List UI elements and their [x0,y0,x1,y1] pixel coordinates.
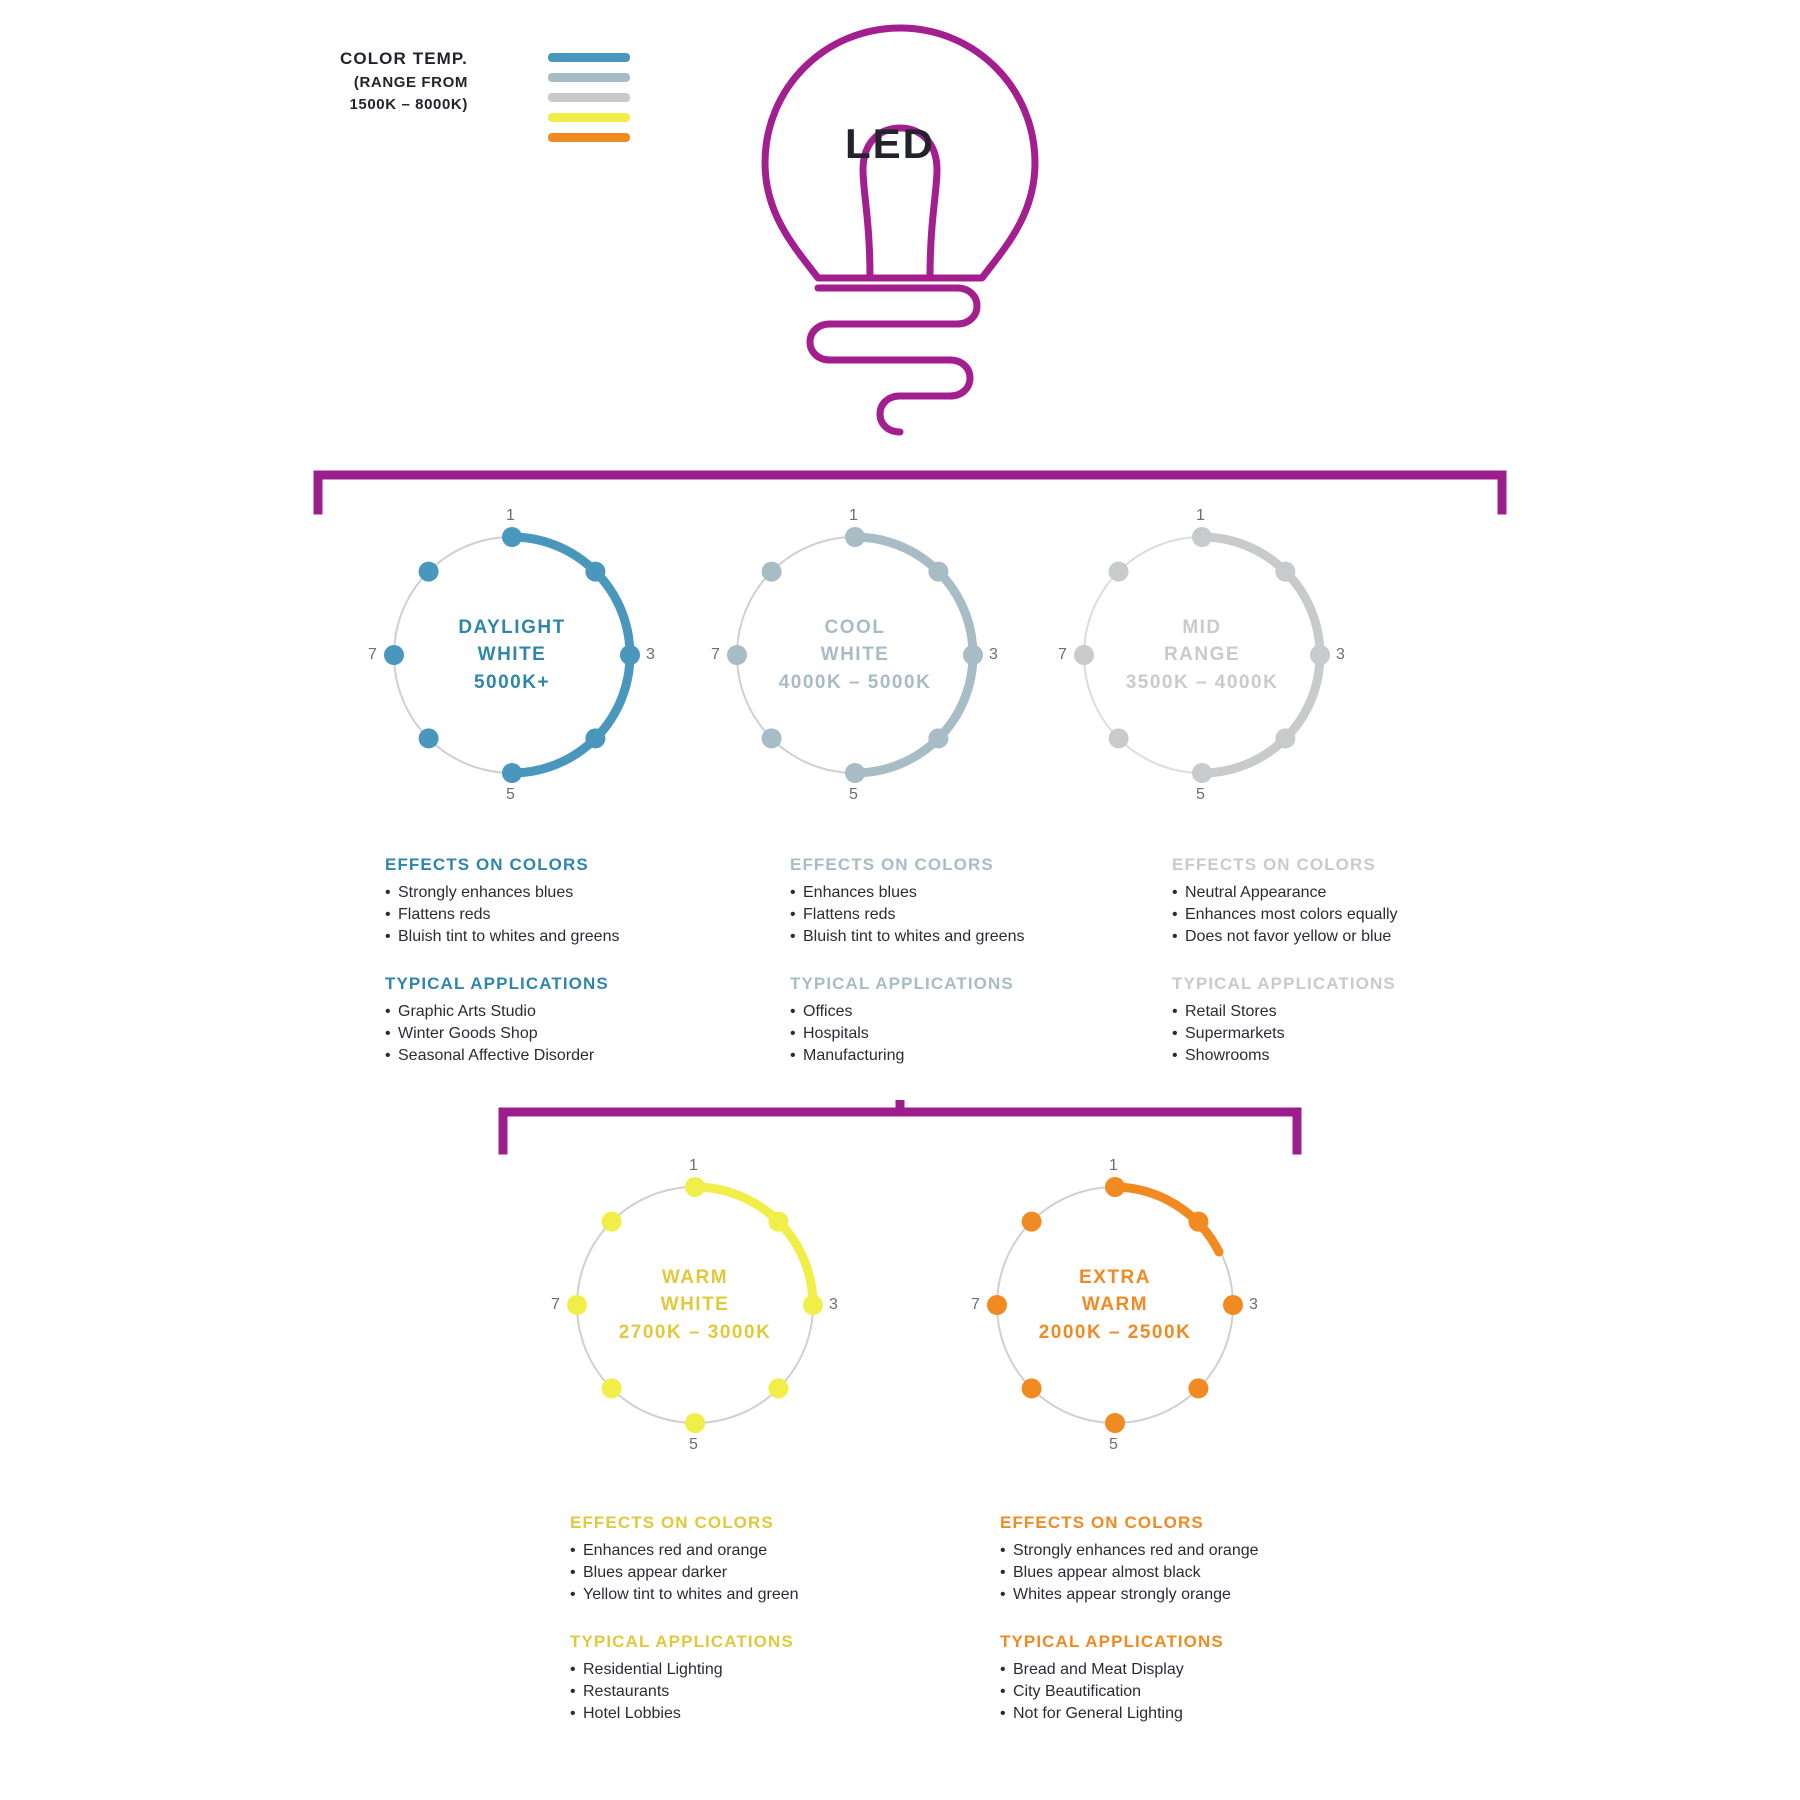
effects-list [790,882,1110,948]
dial-daylight-white [362,505,662,805]
led-bulb-illustration [735,20,1065,475]
dial-title-line1: MID [1182,616,1222,638]
dial-tick-1: 1 [1196,507,1205,524]
dial-tick-5: 5 [1109,1436,1118,1453]
connector-bottom [495,1100,1305,1160]
list-item: • Seasonal Affective Disorder [385,1045,705,1067]
list-item: • Strongly enhances blues [385,882,705,904]
legend-swatch-warm-white [548,113,630,122]
dial-tick-7: 7 [1058,646,1067,663]
list-item: • Manufacturing [790,1045,1110,1067]
dial-tick-3: 3 [1249,1296,1258,1313]
dial-tick-5: 5 [1196,786,1205,803]
list-item: • Residential Lighting [570,1659,890,1681]
dial-tick-1: 1 [506,507,515,524]
list-item: • Flattens reds [790,904,1110,926]
dial-label-extra-warm [965,1155,1265,1455]
legend-subtitle-line1: (RANGE FROM [353,73,468,91]
dial-title-line1: DAYLIGHT [458,616,566,638]
dial-tick-5: 5 [849,786,858,803]
info-mid-range [1172,855,1492,1093]
list-item: • Showrooms [1172,1045,1492,1067]
dial-tick-5: 5 [689,1436,698,1453]
applications-list [790,1001,1110,1067]
legend-subtitle-line2: 1500K – 8000K) [349,96,468,114]
list-item: • City Beautification [1000,1681,1360,1703]
list-item: • Offices [790,1001,1110,1023]
applications-list [1172,1001,1492,1067]
list-item: • Not for General Lighting [1000,1703,1360,1725]
effects-list [570,1540,890,1606]
effects-list [385,882,705,948]
applications-list [385,1001,705,1067]
list-item: • Does not favor yellow or blue [1172,926,1492,948]
dial-label-cool-white [705,505,1005,805]
list-item: • Blues appear almost black [1000,1562,1360,1584]
dial-group-warm-white [545,1155,845,1455]
list-item: • Retail Stores [1172,1001,1492,1023]
list-item: • Yellow tint to whites and green [570,1584,890,1606]
list-item: • Winter Goods Shop [385,1023,705,1045]
dial-tick-7: 7 [368,646,377,663]
dial-group-extra-warm [965,1155,1265,1455]
legend-swatch-extra-warm [548,133,630,142]
dial-title-line2: WARM [1081,1294,1149,1316]
dial-title-line2: RANGE [1163,644,1241,666]
dial-title-line3: 3500K – 4000K [1125,671,1279,693]
applications-heading: TYPICAL APPLICATIONS [570,1632,794,1652]
dial-tick-1: 1 [1109,1157,1118,1174]
dial-tick-1: 1 [689,1157,698,1174]
dial-group-cool-white [705,505,1005,805]
dial-title-line3: 5000K+ [473,671,551,693]
dial-group-mid-range [1052,505,1352,805]
dial-tick-7: 7 [711,646,720,663]
list-item: • Whites appear strongly orange [1000,1584,1360,1606]
legend-swatch-daylight-white [548,53,630,62]
legend-text [340,45,468,117]
info-extra-warm [1000,1513,1360,1751]
info-daylight-white [385,855,705,1093]
dial-tick-3: 3 [1336,646,1345,663]
list-item: • Enhances red and orange [570,1540,890,1562]
legend-swatch-mid-range [548,93,630,102]
legend [340,45,630,142]
legend-title: COLOR TEMP. [340,49,468,68]
list-item: • Supermarkets [1172,1023,1492,1045]
dial-extra-warm [965,1155,1265,1455]
legend-swatches [548,45,630,142]
bulb-label: LED [845,120,935,167]
effects-list [1172,882,1492,948]
applications-heading: TYPICAL APPLICATIONS [1172,974,1396,994]
effects-heading: EFFECTS ON COLORS [790,855,994,874]
list-item: • Restaurants [570,1681,890,1703]
dial-title-line1: COOL [824,616,886,638]
list-item: • Enhances most colors equally [1172,904,1492,926]
dial-title-line3: 2000K – 2500K [1038,1321,1192,1343]
applications-heading: TYPICAL APPLICATIONS [790,974,1014,994]
dial-title-line1: EXTRA [1079,1266,1151,1288]
dial-label-warm-white [545,1155,845,1455]
applications-heading: TYPICAL APPLICATIONS [385,974,609,994]
dial-tick-3: 3 [989,646,998,663]
dial-tick-5: 5 [506,786,515,803]
applications-list [1000,1659,1360,1725]
list-item: • Bluish tint to whites and greens [790,926,1110,948]
effects-heading: EFFECTS ON COLORS [1000,1513,1204,1532]
dial-cool-white [705,505,1005,805]
dial-tick-3: 3 [829,1296,838,1313]
list-item: • Flattens reds [385,904,705,926]
effects-heading: EFFECTS ON COLORS [1172,855,1376,874]
applications-list [570,1659,890,1725]
dial-mid-range [1052,505,1352,805]
dial-title-line3: 4000K – 5000K [778,671,932,693]
legend-swatch-cool-white [548,73,630,82]
list-item: • Neutral Appearance [1172,882,1492,904]
list-item: • Graphic Arts Studio [385,1001,705,1023]
list-item: • Bluish tint to whites and greens [385,926,705,948]
dial-tick-7: 7 [971,1296,980,1313]
effects-list [1000,1540,1360,1606]
dial-title-line2: WHITE [820,644,890,666]
list-item: • Hospitals [790,1023,1110,1045]
list-item: • Strongly enhances red and orange [1000,1540,1360,1562]
dial-warm-white [545,1155,845,1455]
dial-label-mid-range [1052,505,1352,805]
effects-heading: EFFECTS ON COLORS [570,1513,774,1532]
dial-tick-1: 1 [849,507,858,524]
effects-heading: EFFECTS ON COLORS [385,855,589,874]
list-item: • Enhances blues [790,882,1110,904]
dial-title-line1: WARM [661,1266,729,1288]
dial-tick-7: 7 [551,1296,560,1313]
dial-label-daylight-white [362,505,662,805]
applications-heading: TYPICAL APPLICATIONS [1000,1632,1224,1652]
info-warm-white [570,1513,890,1751]
list-item: • Bread and Meat Display [1000,1659,1360,1681]
list-item: • Blues appear darker [570,1562,890,1584]
info-cool-white [790,855,1110,1093]
dial-title-line2: WHITE [660,1294,730,1316]
dial-title-line3: 2700K – 3000K [618,1321,772,1343]
dial-group-daylight-white [362,505,662,805]
dial-tick-3: 3 [646,646,655,663]
list-item: • Hotel Lobbies [570,1703,890,1725]
dial-title-line2: WHITE [477,644,547,666]
